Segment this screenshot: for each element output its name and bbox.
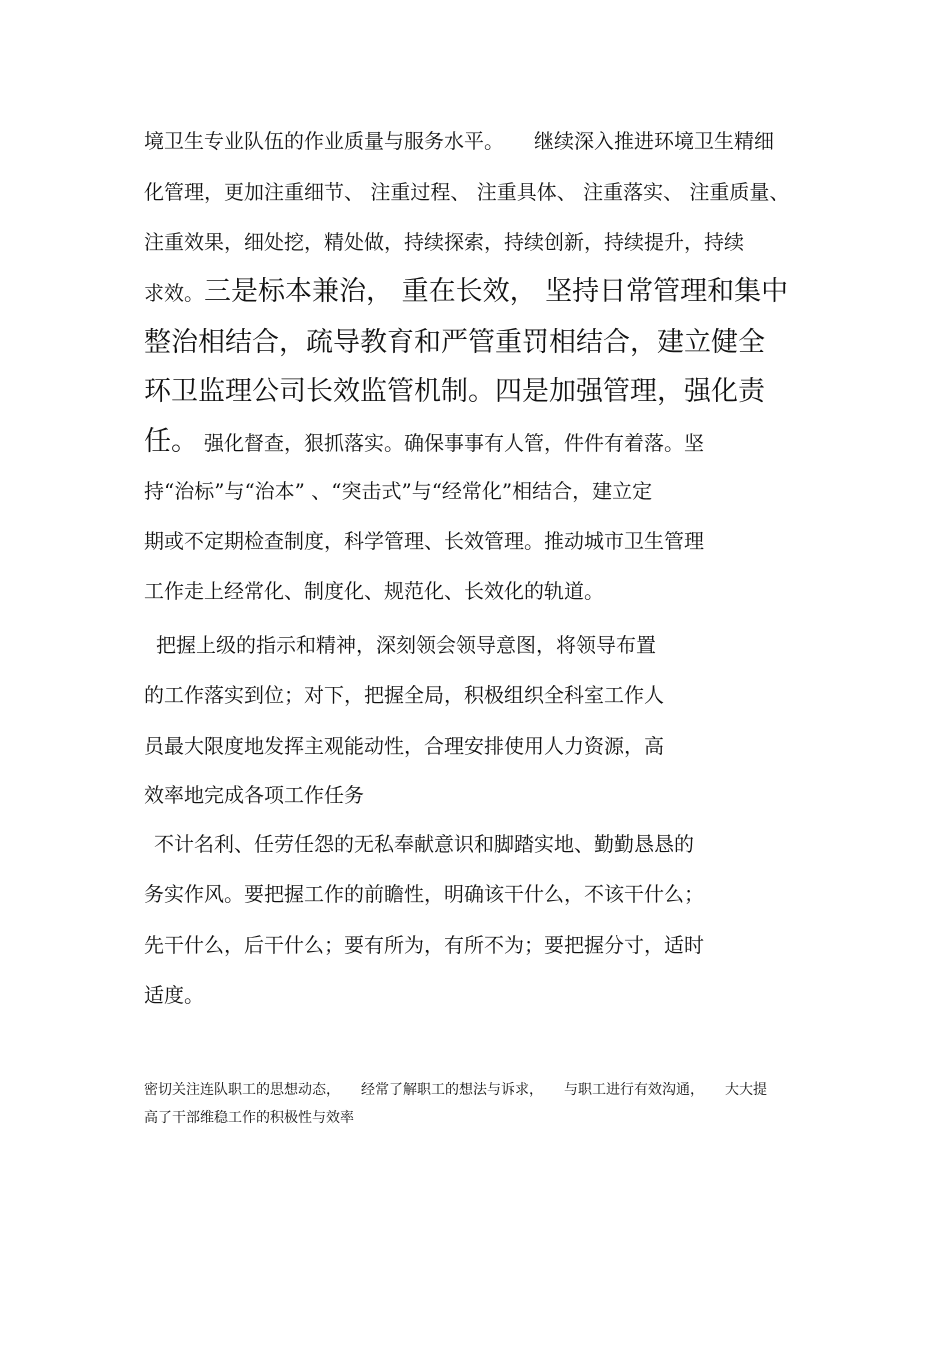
footer-line2: 高了干部维稳工作的积极性与效率 [144,1110,354,1126]
para1-line7-small: 强化督查，狠抓落实。确保事事有人管，件件有着落。坚 [204,431,704,455]
para1-line4-small: 求效。 [144,281,204,305]
para1-line6: 环卫监理公司长效监管机制。四是加强管理，强化责 [144,376,765,407]
para3-line1: 不计名利、任劳任怨的无私奉献意识和脚踏实地、勤勤恳恳的 [154,832,694,856]
para1-line4-large: 三是标本兼治， 重在长效， 坚持日常管理和集中 [204,276,789,307]
para2-line3: 员最大限度地发挥主观能动性，合理安排使用人力资源，高 [144,734,664,758]
para3-line4: 适度。 [144,983,204,1007]
para1-line1-a: 境卫生专业队伍的作业质量与服务水平。 [144,129,504,153]
para1-line1-b: 继续深入推进环境卫生精细 [534,129,774,153]
para1-line7 [144,428,704,455]
para3-line2: 务实作风。要把握工作的前瞻性，明确该干什么，不该干什么； [144,882,704,906]
para1-line4 [144,278,788,305]
para3-line3: 先干什么，后干什么；要有所为，有所不为；要把握分寸，适时 [144,933,704,957]
para2-line2: 的工作落实到位；对下，把握全局，积极组织全科室工作人 [144,683,664,707]
para1-line5: 整治相结合，疏导教育和严管重罚相结合，建立健全 [144,327,765,358]
para1-line1 [144,131,774,151]
footer-line1: 密切关注连队职工的思想动态， 经常了解职工的想法与诉求， 与职工进行有效沟通， 大大提 [144,1082,767,1098]
para1-line7-large: 任。 [144,426,198,457]
para1-line2: 化管理，更加注重细节、 注重过程、 注重具体、 注重落实、 注重质量、 [144,180,790,204]
para1-line3: 注重效果，细处挖，精处做，持续探索，持续创新，持续提升，持续 [144,230,744,254]
para1-line10: 工作走上经常化、制度化、规范化、长效化的轨道。 [144,579,604,603]
para2-line1: 把握上级的指示和精神，深刻领会领导意图，将领导布置 [156,633,656,657]
para1-line8: 持“治标”与“治本” 、“突击式”与“经常化”相结合，建立定 [144,479,653,503]
para1-line9: 期或不定期检查制度，科学管理、长效管理。推动城市卫生管理 [144,529,704,553]
para2-line4: 效率地完成各项工作任务 [144,783,364,807]
